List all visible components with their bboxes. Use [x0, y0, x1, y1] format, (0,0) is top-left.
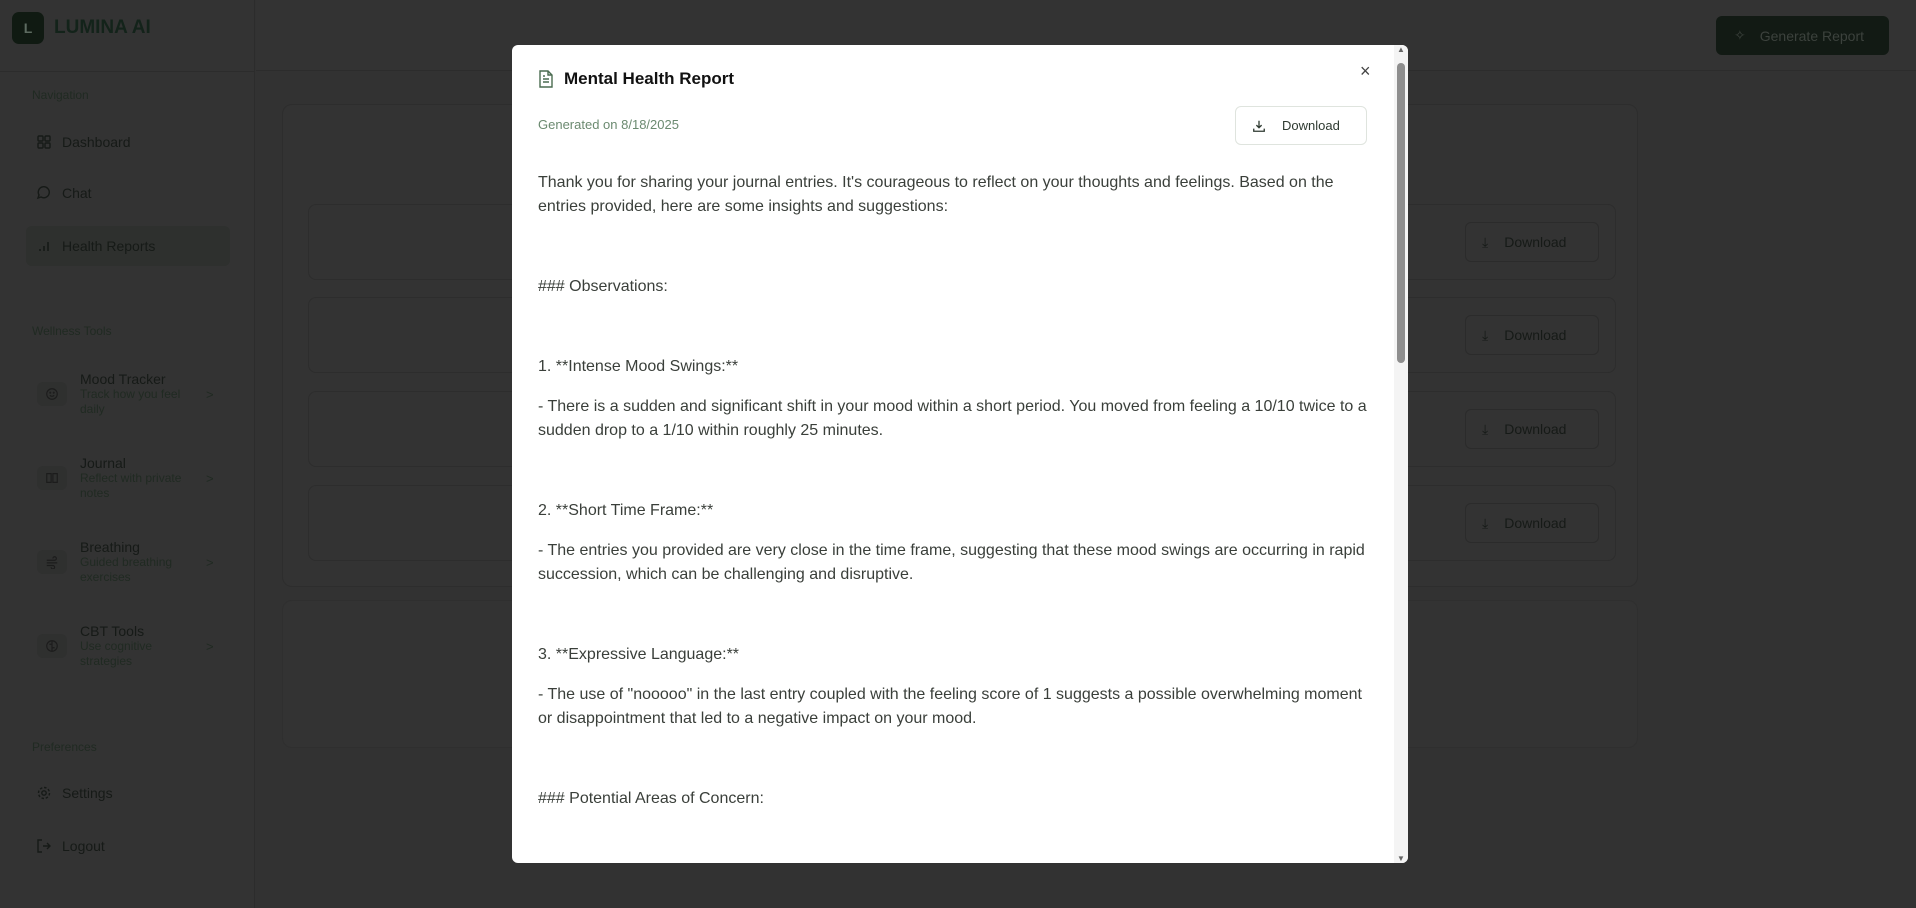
scrollbar-thumb[interactable] [1397, 63, 1405, 363]
report-paragraph: Thank you for sharing your journal entries. It's courageous to reflect on your thoughts and feelings. Based on the entries provided, here are some insights and suggestions: [538, 174, 1334, 215]
modal-title [538, 69, 734, 89]
modal-title-text: Mental Health Report [564, 69, 735, 88]
download-label: Download [1504, 234, 1567, 250]
logo[interactable] [12, 12, 151, 44]
scroll-down-icon[interactable]: ▼ [1397, 854, 1405, 863]
gear-icon [36, 785, 52, 801]
sidebar-item-label: Chat [62, 185, 92, 201]
chevron-right-icon: > [206, 470, 214, 486]
report-paragraph [538, 603, 1380, 627]
section-label-preferences: Preferences [32, 740, 97, 754]
book-icon [45, 471, 59, 485]
modal-download-button[interactable] [1235, 106, 1367, 145]
logo-mark: L [12, 12, 44, 44]
sidebar-item-label: Health Reports [62, 238, 156, 254]
sidebar-item-settings[interactable] [26, 773, 230, 813]
report-paragraph [538, 315, 1380, 339]
scrollbar[interactable] [1394, 45, 1408, 863]
download-icon: ⤓ [1482, 514, 1489, 531]
app-name: LUMINA AI [54, 17, 151, 38]
divider [0, 71, 254, 72]
section-label-navigation: Navigation [32, 88, 89, 102]
report-paragraph: ### Observations: [538, 278, 668, 295]
download-icon [1252, 119, 1266, 133]
tool-subtitle: Track how you feel daily [80, 387, 181, 416]
sparkles-icon: ✧ [1734, 27, 1746, 43]
report-paragraph: 2. **Short Time Frame:** [538, 502, 714, 519]
scroll-up-icon[interactable]: ▲ [1397, 45, 1405, 54]
tool-subtitle: Reflect with private notes [80, 471, 182, 500]
chat-icon [36, 185, 52, 201]
brain-icon [45, 639, 59, 653]
generate-report-label: Generate Report [1759, 27, 1865, 44]
generated-date: Generated on 8/18/2025 [538, 117, 679, 132]
report-paragraph [538, 747, 1380, 771]
report-paragraph: ### Potential Areas of Concern: [538, 790, 764, 807]
report-paragraph: - The use of "nooooo" in the last entry coupled with the feeling score of 1 suggests a possible overwhelming moment or disappointment that led to a negative impact on your mood. [538, 686, 1362, 727]
document-icon [538, 70, 554, 88]
download-label: Download [1504, 421, 1567, 437]
report-paragraph [538, 459, 1380, 483]
sidebar-item-label: Dashboard [62, 134, 131, 150]
tool-title: Journal [80, 455, 126, 471]
report-paragraph: 1. **Intense Mood Swings:** [538, 358, 739, 375]
download-icon: ⤓ [1482, 233, 1489, 250]
download-button[interactable] [1465, 409, 1599, 449]
tool-title: Breathing [80, 539, 140, 555]
wind-icon [45, 555, 59, 569]
tool-title: Mood Tracker [80, 371, 166, 387]
report-paragraph: - The entries you provided are very close in the time frame, suggesting that these mood swings are occurring in rapid succession, which can be challenging and disruptive. [538, 542, 1365, 583]
sidebar-tool-cbt[interactable] [26, 614, 230, 678]
report-paragraph [538, 827, 1380, 851]
grid-icon [36, 134, 52, 150]
sidebar-tool-journal[interactable] [26, 446, 230, 510]
sidebar-item-label: Logout [62, 838, 105, 854]
report-paragraph [538, 235, 1380, 259]
download-icon: ⤓ [1482, 326, 1489, 343]
chevron-right-icon: > [206, 554, 214, 570]
download-label: Download [1282, 118, 1340, 133]
tool-subtitle: Guided breathing exercises [80, 555, 173, 584]
report-modal [512, 45, 1408, 863]
report-paragraph: - There is a sudden and significant shift in your mood within a short period. You moved from feeling a 10/10 twice to a sudden drop to a 1/10 within roughly 25 minutes. [538, 398, 1367, 439]
report-paragraph: 3. **Expressive Language:** [538, 646, 740, 663]
tool-subtitle: Use cognitive strategies [80, 639, 153, 668]
close-icon[interactable]: × [1360, 61, 1371, 81]
logout-icon [36, 838, 52, 854]
sidebar-item-chat[interactable] [26, 173, 230, 213]
smile-icon [45, 387, 59, 401]
download-label: Download [1504, 327, 1567, 343]
generate-report-button[interactable] [1716, 16, 1889, 55]
sidebar-item-dashboard[interactable] [26, 122, 230, 162]
sidebar-item-label: Settings [62, 785, 113, 801]
sidebar-tool-mood-tracker[interactable] [26, 362, 230, 426]
sidebar-item-health-reports[interactable] [26, 226, 230, 266]
download-button[interactable] [1465, 503, 1599, 543]
download-icon: ⤓ [1482, 420, 1489, 437]
bar-chart-icon [36, 238, 52, 254]
report-content [538, 171, 1380, 863]
chevron-right-icon: > [206, 386, 214, 402]
sidebar [0, 0, 255, 908]
chevron-right-icon: > [206, 638, 214, 654]
section-label-wellness: Wellness Tools [32, 324, 112, 338]
download-button[interactable] [1465, 222, 1599, 262]
download-button[interactable] [1465, 315, 1599, 355]
sidebar-item-logout[interactable] [26, 826, 230, 866]
tool-title: CBT Tools [80, 623, 145, 639]
sidebar-tool-breathing[interactable] [26, 530, 230, 594]
download-label: Download [1504, 515, 1567, 531]
